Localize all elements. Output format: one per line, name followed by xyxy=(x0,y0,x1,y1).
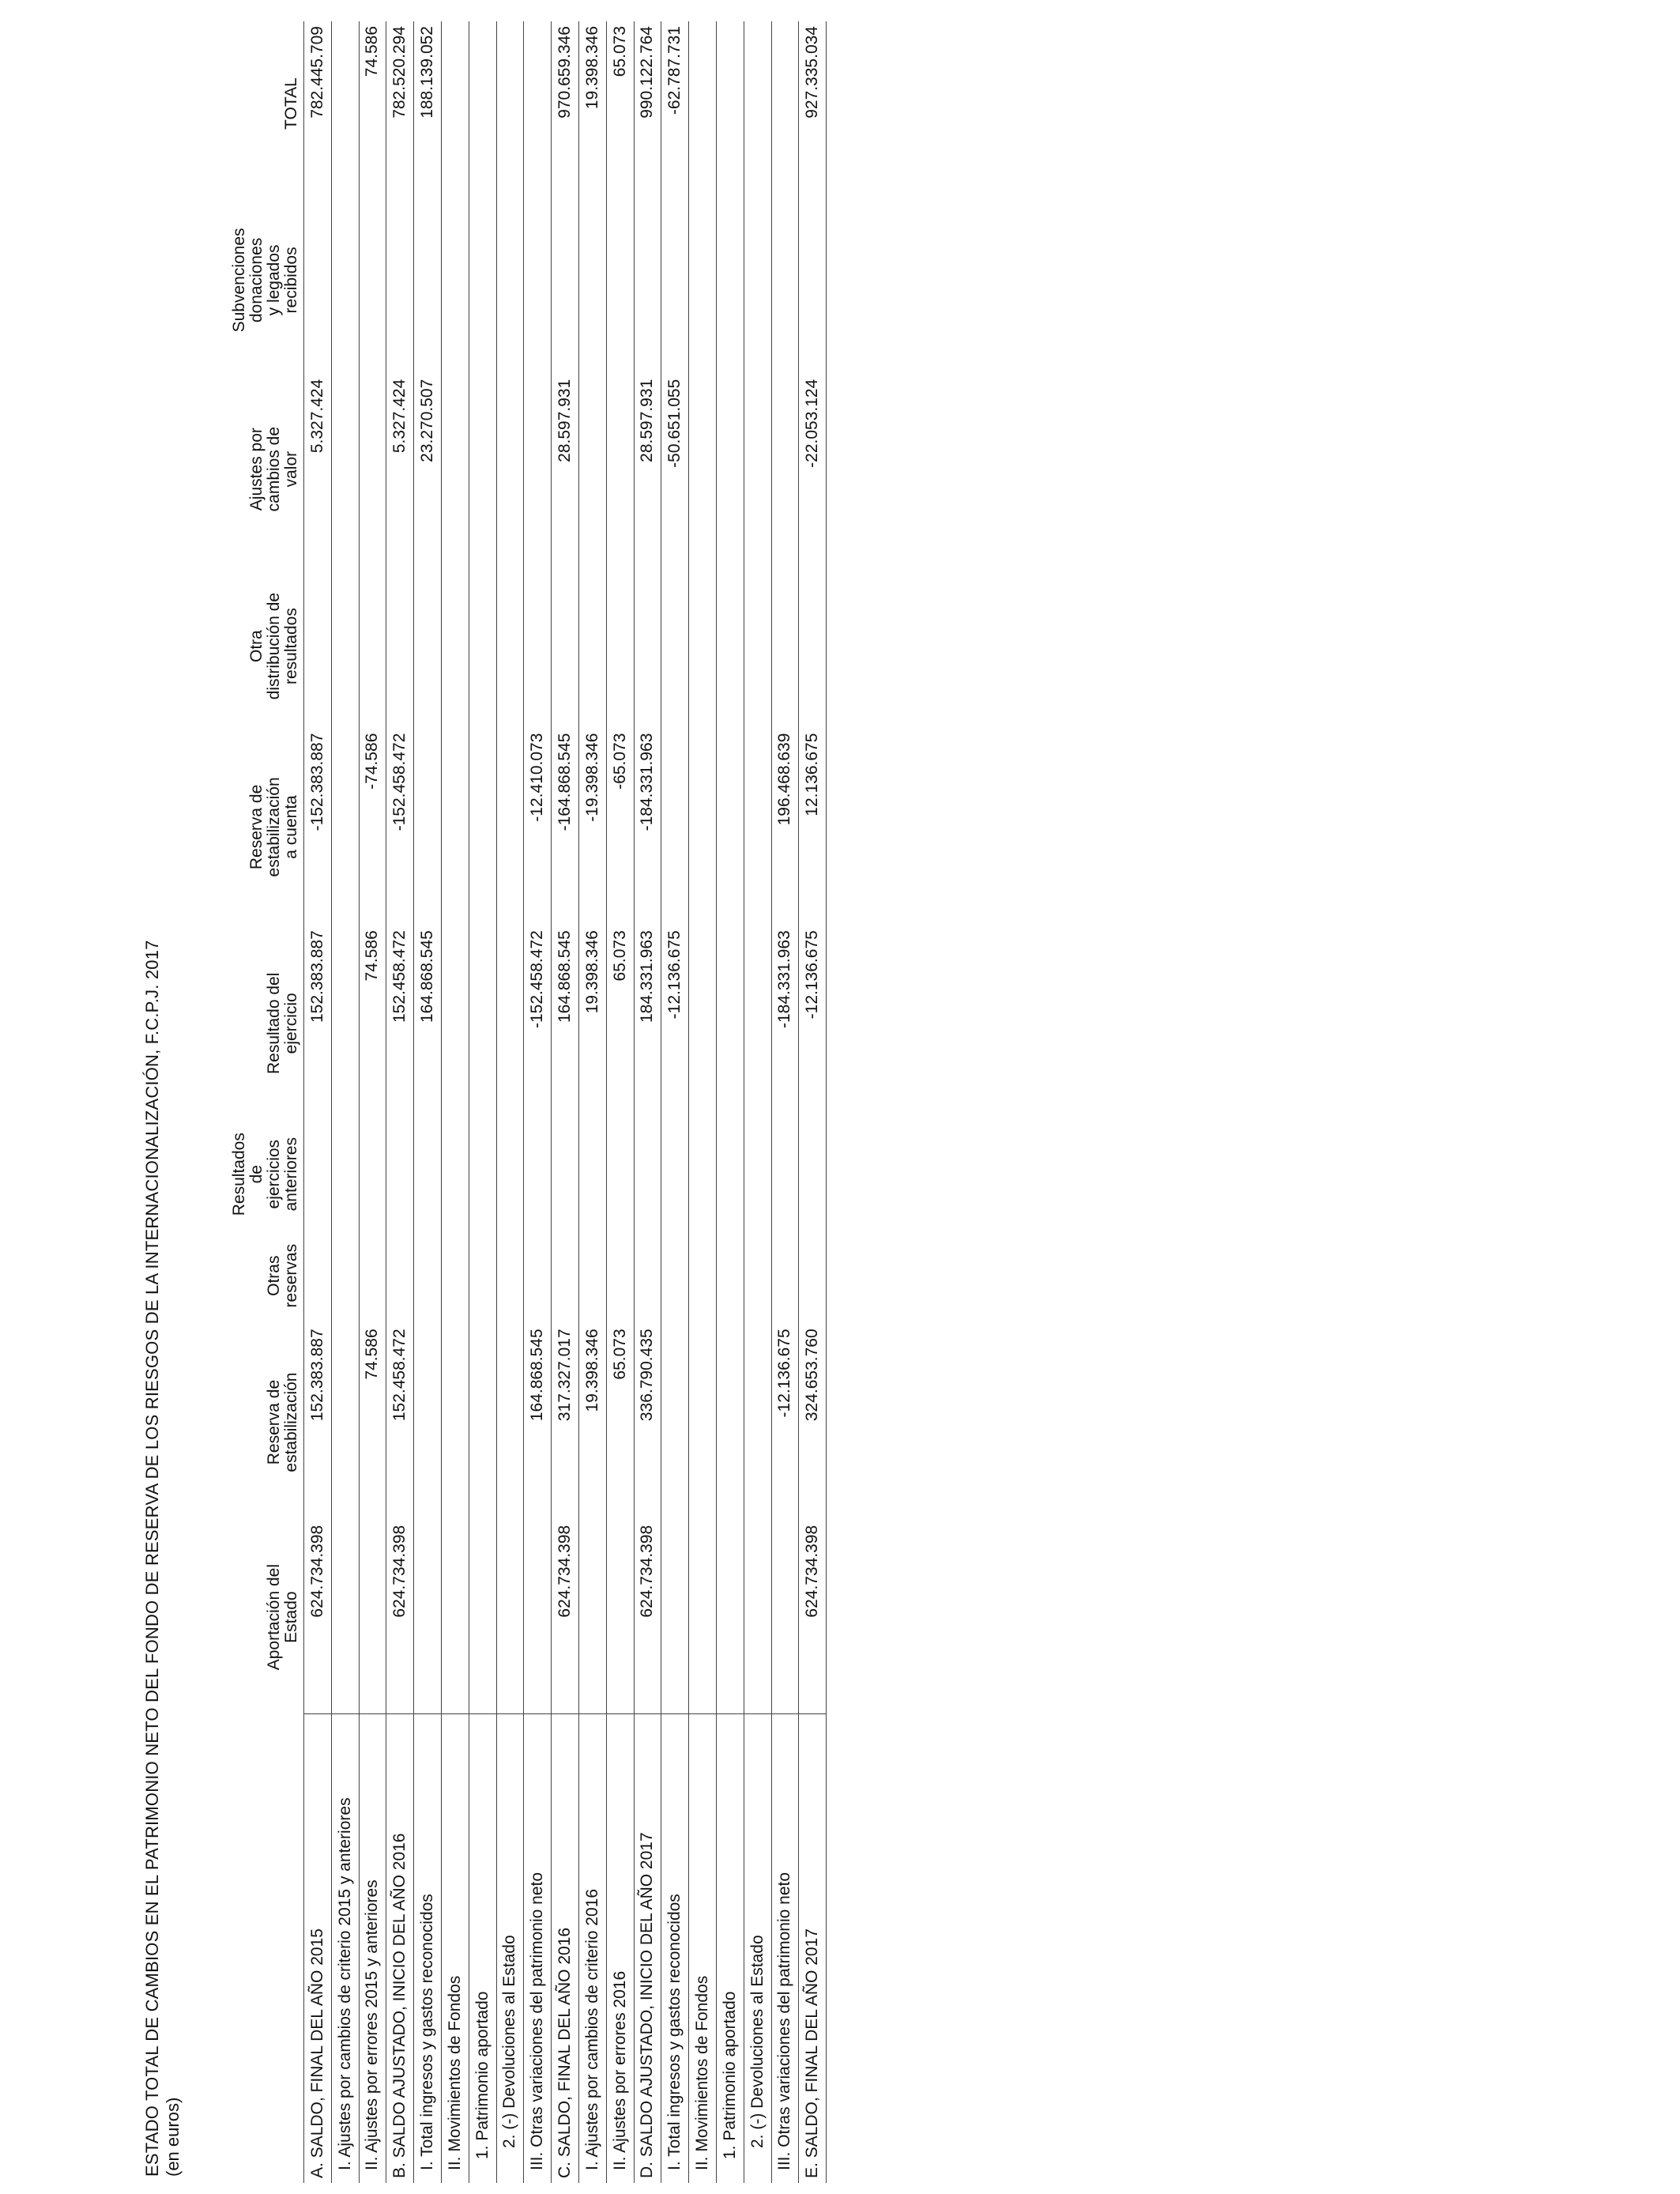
column-header: Otras reservas xyxy=(265,1243,300,1308)
table-cell: -62.787.731 xyxy=(661,21,689,186)
table-cell: 970.659.346 xyxy=(552,21,579,186)
table-cell xyxy=(524,564,552,729)
table-cell xyxy=(716,375,744,564)
row-label: A. SALDO, FINAL DEL AÑO 2015 xyxy=(304,1714,332,2184)
table-cell xyxy=(359,1121,386,1227)
table-cell xyxy=(552,1227,579,1324)
column-header: Reserva de estabilización xyxy=(265,1372,300,1472)
table-cell xyxy=(716,925,744,1121)
table-cell: 5.327.424 xyxy=(304,375,332,564)
table-cell: -12.136.675 xyxy=(661,925,689,1121)
table-row xyxy=(386,21,414,2183)
table-cell xyxy=(661,186,689,375)
table-cell xyxy=(744,186,771,375)
table-cell xyxy=(331,729,359,926)
column-header: Ajustes por cambios de valor xyxy=(247,426,300,512)
table-cell xyxy=(496,21,524,186)
table-cell xyxy=(331,925,359,1121)
table-cell: 782.445.709 xyxy=(304,21,332,186)
row-label: B. SALDO AJUSTADO, INICIO DEL AÑO 2016 xyxy=(386,1714,414,2184)
table-cell xyxy=(606,1121,634,1227)
table-cell xyxy=(716,564,744,729)
table-cell xyxy=(414,1227,442,1324)
table-cell: 152.458.472 xyxy=(386,1324,414,1520)
table-cell xyxy=(414,729,442,926)
row-label: E. SALDO, FINAL DEL AÑO 2017 xyxy=(799,1714,827,2184)
table-cell xyxy=(799,1121,827,1227)
table-cell: 28.597.931 xyxy=(634,375,661,564)
table-cell: -184.331.963 xyxy=(634,729,661,926)
table-cell: 990.122.764 xyxy=(634,21,661,186)
table-cell xyxy=(469,1227,496,1324)
table-cell: 74.586 xyxy=(359,21,386,186)
table-cell xyxy=(441,186,469,375)
table-row xyxy=(524,21,552,2183)
table-cell xyxy=(359,375,386,564)
equity-changes-table xyxy=(182,21,827,2183)
table-cell xyxy=(716,1121,744,1227)
table-cell: 152.383.887 xyxy=(304,925,332,1121)
table-cell xyxy=(524,21,552,186)
table-cell: 19.398.346 xyxy=(578,21,606,186)
table-cell: 152.383.887 xyxy=(304,1324,332,1520)
table-cell xyxy=(744,1227,771,1324)
table-row xyxy=(359,21,386,2183)
table-cell xyxy=(771,1121,799,1227)
table-row xyxy=(496,21,524,2183)
table-cell xyxy=(496,925,524,1121)
table-cell xyxy=(744,1324,771,1520)
table-cell xyxy=(606,564,634,729)
table-cell xyxy=(331,1227,359,1324)
table-cell xyxy=(359,1521,386,1714)
row-label: I. Total ingresos y gastos reconocidos xyxy=(414,1714,442,2184)
table-cell xyxy=(771,21,799,186)
table-cell xyxy=(469,375,496,564)
table-cell xyxy=(414,1521,442,1714)
table-cell xyxy=(359,186,386,375)
table-cell: 164.868.545 xyxy=(414,925,442,1121)
table-cell: 624.734.398 xyxy=(634,1521,661,1714)
table-cell xyxy=(441,564,469,729)
table-row xyxy=(799,21,827,2183)
table-cell xyxy=(552,1121,579,1227)
table-cell xyxy=(799,186,827,375)
column-header: Reserva de estabilización a cuenta xyxy=(247,777,300,877)
table-cell xyxy=(689,1227,717,1324)
table-cell xyxy=(304,564,332,729)
page-title: ESTADO TOTAL DE CAMBIOS EN EL PATRIMONIO NETO DEL FONDO DE RESERVA DE LOS RIESGOS DE LA INTERNACIONALIZACIÓN, F.C.P.J. 2017 xyxy=(142,940,162,2177)
table-cell: -152.458.472 xyxy=(524,925,552,1121)
table-cell: 65.073 xyxy=(606,21,634,186)
column-header: Subvenciones donaciones y legados recibidos xyxy=(230,228,300,333)
column-header-row xyxy=(182,21,304,2183)
table-cell xyxy=(661,729,689,926)
table-cell xyxy=(331,1121,359,1227)
table-cell xyxy=(689,729,717,926)
table-cell xyxy=(469,1121,496,1227)
table-cell: 28.597.931 xyxy=(552,375,579,564)
table-cell: 624.734.398 xyxy=(304,1521,332,1714)
table-cell xyxy=(689,1121,717,1227)
table-cell xyxy=(744,1521,771,1714)
table-row xyxy=(469,21,496,2183)
table-cell xyxy=(331,21,359,186)
table-cell xyxy=(634,1121,661,1227)
table-cell: -152.383.887 xyxy=(304,729,332,926)
table-cell xyxy=(469,925,496,1121)
table-cell xyxy=(634,186,661,375)
table-cell xyxy=(716,21,744,186)
table-cell xyxy=(634,1227,661,1324)
row-label: 2. (-) Devoluciones al Estado xyxy=(496,1714,524,2184)
table-cell xyxy=(578,1227,606,1324)
table-row xyxy=(441,21,469,2183)
table-cell: -12.410.073 xyxy=(524,729,552,926)
table-cell xyxy=(331,564,359,729)
table-cell: -74.586 xyxy=(359,729,386,926)
table-cell xyxy=(414,564,442,729)
table-cell xyxy=(441,729,469,926)
row-label: II. Ajustes por errores 2015 y anteriores xyxy=(359,1714,386,2184)
table-cell xyxy=(469,1324,496,1520)
table-cell: 927.335.034 xyxy=(799,21,827,186)
table-cell: 74.586 xyxy=(359,1324,386,1520)
table-cell: 324.653.760 xyxy=(799,1324,827,1520)
row-label: 2. (-) Devoluciones al Estado xyxy=(744,1714,771,2184)
table-cell: -50.651.055 xyxy=(661,375,689,564)
table-cell xyxy=(716,1521,744,1714)
table-cell: 196.468.639 xyxy=(771,729,799,926)
table-cell xyxy=(524,186,552,375)
table-cell: 317.327.017 xyxy=(552,1324,579,1520)
table-cell xyxy=(578,1521,606,1714)
table-cell xyxy=(524,1227,552,1324)
table-cell xyxy=(771,1227,799,1324)
table-cell xyxy=(661,1121,689,1227)
table-body xyxy=(304,21,827,2183)
table-cell xyxy=(716,186,744,375)
table-cell xyxy=(799,1227,827,1324)
column-header: Resultados de ejercicios anteriores xyxy=(230,1133,300,1216)
table-cell xyxy=(441,375,469,564)
column-header: Resultado del ejercicio xyxy=(265,972,300,1075)
table-cell xyxy=(359,1227,386,1324)
table-cell xyxy=(304,186,332,375)
table-cell xyxy=(689,186,717,375)
table-cell: 164.868.545 xyxy=(524,1324,552,1520)
column-header: Otra distribución de resultados xyxy=(247,592,300,700)
table-cell: 65.073 xyxy=(606,1324,634,1520)
table-cell xyxy=(386,186,414,375)
table-cell: 782.520.294 xyxy=(386,21,414,186)
row-label: III. Otras variaciones del patrimonio neto xyxy=(771,1714,799,2184)
table-cell xyxy=(606,186,634,375)
table-cell xyxy=(469,1521,496,1714)
row-label: I. Ajustes por cambios de criterio 2016 xyxy=(578,1714,606,2184)
table-row xyxy=(744,21,771,2183)
table-cell xyxy=(661,1324,689,1520)
table-cell xyxy=(496,1227,524,1324)
table-cell: 188.139.052 xyxy=(414,21,442,186)
table-cell xyxy=(771,375,799,564)
table-cell xyxy=(771,564,799,729)
table-cell xyxy=(386,1121,414,1227)
table-cell xyxy=(441,925,469,1121)
table-row xyxy=(414,21,442,2183)
table-cell xyxy=(716,729,744,926)
table-cell xyxy=(552,564,579,729)
table-cell xyxy=(524,375,552,564)
table-cell xyxy=(304,1121,332,1227)
table-cell: 152.458.472 xyxy=(386,925,414,1121)
table-cell xyxy=(716,1324,744,1520)
table-cell xyxy=(331,186,359,375)
row-label-header xyxy=(182,1714,304,2184)
table-cell xyxy=(689,564,717,729)
column-header: Aportación del Estado xyxy=(265,1564,300,1671)
table-cell xyxy=(469,729,496,926)
table-cell xyxy=(689,1521,717,1714)
table-cell xyxy=(744,21,771,186)
table-cell xyxy=(414,186,442,375)
row-label: D. SALDO AJUSTADO, INICIO DEL AÑO 2017 xyxy=(634,1714,661,2184)
row-label: II. Ajustes por errores 2016 xyxy=(606,1714,634,2184)
table-cell xyxy=(744,729,771,926)
table-cell xyxy=(496,375,524,564)
table-cell: 5.327.424 xyxy=(386,375,414,564)
table-cell: -19.398.346 xyxy=(578,729,606,926)
table-cell xyxy=(331,1324,359,1520)
table-cell xyxy=(524,1521,552,1714)
table-cell: -12.136.675 xyxy=(799,925,827,1121)
table-row xyxy=(304,21,332,2183)
table-cell: 65.073 xyxy=(606,925,634,1121)
table-cell xyxy=(331,1521,359,1714)
table-cell: -164.868.545 xyxy=(552,729,579,926)
table-cell xyxy=(496,1521,524,1714)
equity-changes-table-wrapper xyxy=(182,21,827,2183)
row-label: 1. Patrimonio aportado xyxy=(716,1714,744,2184)
table-cell xyxy=(469,21,496,186)
table-cell xyxy=(744,375,771,564)
row-label: C. SALDO, FINAL DEL AÑO 2016 xyxy=(552,1714,579,2184)
row-label: I. Ajustes por cambios de criterio 2015 y anteriores xyxy=(331,1714,359,2184)
table-cell xyxy=(304,1227,332,1324)
table-row xyxy=(771,21,799,2183)
table-row xyxy=(689,21,717,2183)
row-label: I. Total ingresos y gastos reconocidos xyxy=(661,1714,689,2184)
table-cell xyxy=(689,1324,717,1520)
table-cell xyxy=(441,1121,469,1227)
table-cell: -22.053.124 xyxy=(799,375,827,564)
table-cell: 19.398.346 xyxy=(578,1324,606,1520)
row-label: 1. Patrimonio aportado xyxy=(469,1714,496,2184)
table-cell: -12.136.675 xyxy=(771,1324,799,1520)
table-cell: 164.868.545 xyxy=(552,925,579,1121)
table-cell xyxy=(744,925,771,1121)
table-cell xyxy=(716,1227,744,1324)
table-cell xyxy=(578,564,606,729)
table-cell xyxy=(496,729,524,926)
table-cell: 23.270.507 xyxy=(414,375,442,564)
table-cell: -152.458.472 xyxy=(386,729,414,926)
table-cell xyxy=(524,1121,552,1227)
table-cell xyxy=(661,1227,689,1324)
table-cell xyxy=(441,1324,469,1520)
table-cell xyxy=(578,186,606,375)
table-cell xyxy=(496,1324,524,1520)
row-label: II. Movimientos de Fondos xyxy=(689,1714,717,2184)
table-cell xyxy=(771,186,799,375)
table-cell xyxy=(606,1227,634,1324)
table-row xyxy=(716,21,744,2183)
table-row xyxy=(552,21,579,2183)
table-row xyxy=(606,21,634,2183)
table-cell xyxy=(414,1121,442,1227)
table-cell: -65.073 xyxy=(606,729,634,926)
table-cell: 184.331.963 xyxy=(634,925,661,1121)
table-cell xyxy=(689,21,717,186)
row-label: II. Movimientos de Fondos xyxy=(441,1714,469,2184)
table-cell xyxy=(469,186,496,375)
table-cell xyxy=(578,375,606,564)
table-cell xyxy=(771,1521,799,1714)
table-cell xyxy=(689,375,717,564)
table-cell xyxy=(469,564,496,729)
table-cell xyxy=(386,564,414,729)
table-cell xyxy=(496,564,524,729)
table-cell xyxy=(414,1324,442,1520)
table-cell xyxy=(331,375,359,564)
table-row xyxy=(331,21,359,2183)
table-cell: 74.586 xyxy=(359,925,386,1121)
table-cell: 624.734.398 xyxy=(799,1521,827,1714)
table-cell xyxy=(552,186,579,375)
page-subtitle: (en euros) xyxy=(163,2097,183,2177)
table-cell xyxy=(744,1121,771,1227)
table-cell xyxy=(386,1227,414,1324)
table-cell: -184.331.963 xyxy=(771,925,799,1121)
table-cell: 12.136.675 xyxy=(799,729,827,926)
table-cell xyxy=(634,564,661,729)
row-label: III. Otras variaciones del patrimonio neto xyxy=(524,1714,552,2184)
table-cell xyxy=(496,186,524,375)
table-row xyxy=(578,21,606,2183)
table-cell xyxy=(578,1121,606,1227)
table-cell xyxy=(496,1121,524,1227)
column-header: TOTAL xyxy=(282,77,300,130)
table-cell xyxy=(606,375,634,564)
table-cell xyxy=(441,1521,469,1714)
table-cell: 624.734.398 xyxy=(386,1521,414,1714)
table-cell: 624.734.398 xyxy=(552,1521,579,1714)
table-cell: 19.398.346 xyxy=(578,925,606,1121)
table-cell xyxy=(744,564,771,729)
table-cell xyxy=(359,564,386,729)
table-cell xyxy=(606,1521,634,1714)
table-cell xyxy=(661,1521,689,1714)
table-cell: 336.790.435 xyxy=(634,1324,661,1520)
table-cell xyxy=(799,564,827,729)
table-row xyxy=(661,21,689,2183)
table-cell xyxy=(661,564,689,729)
table-cell xyxy=(441,1227,469,1324)
table-cell xyxy=(441,21,469,186)
table-cell xyxy=(689,925,717,1121)
table-row xyxy=(634,21,661,2183)
